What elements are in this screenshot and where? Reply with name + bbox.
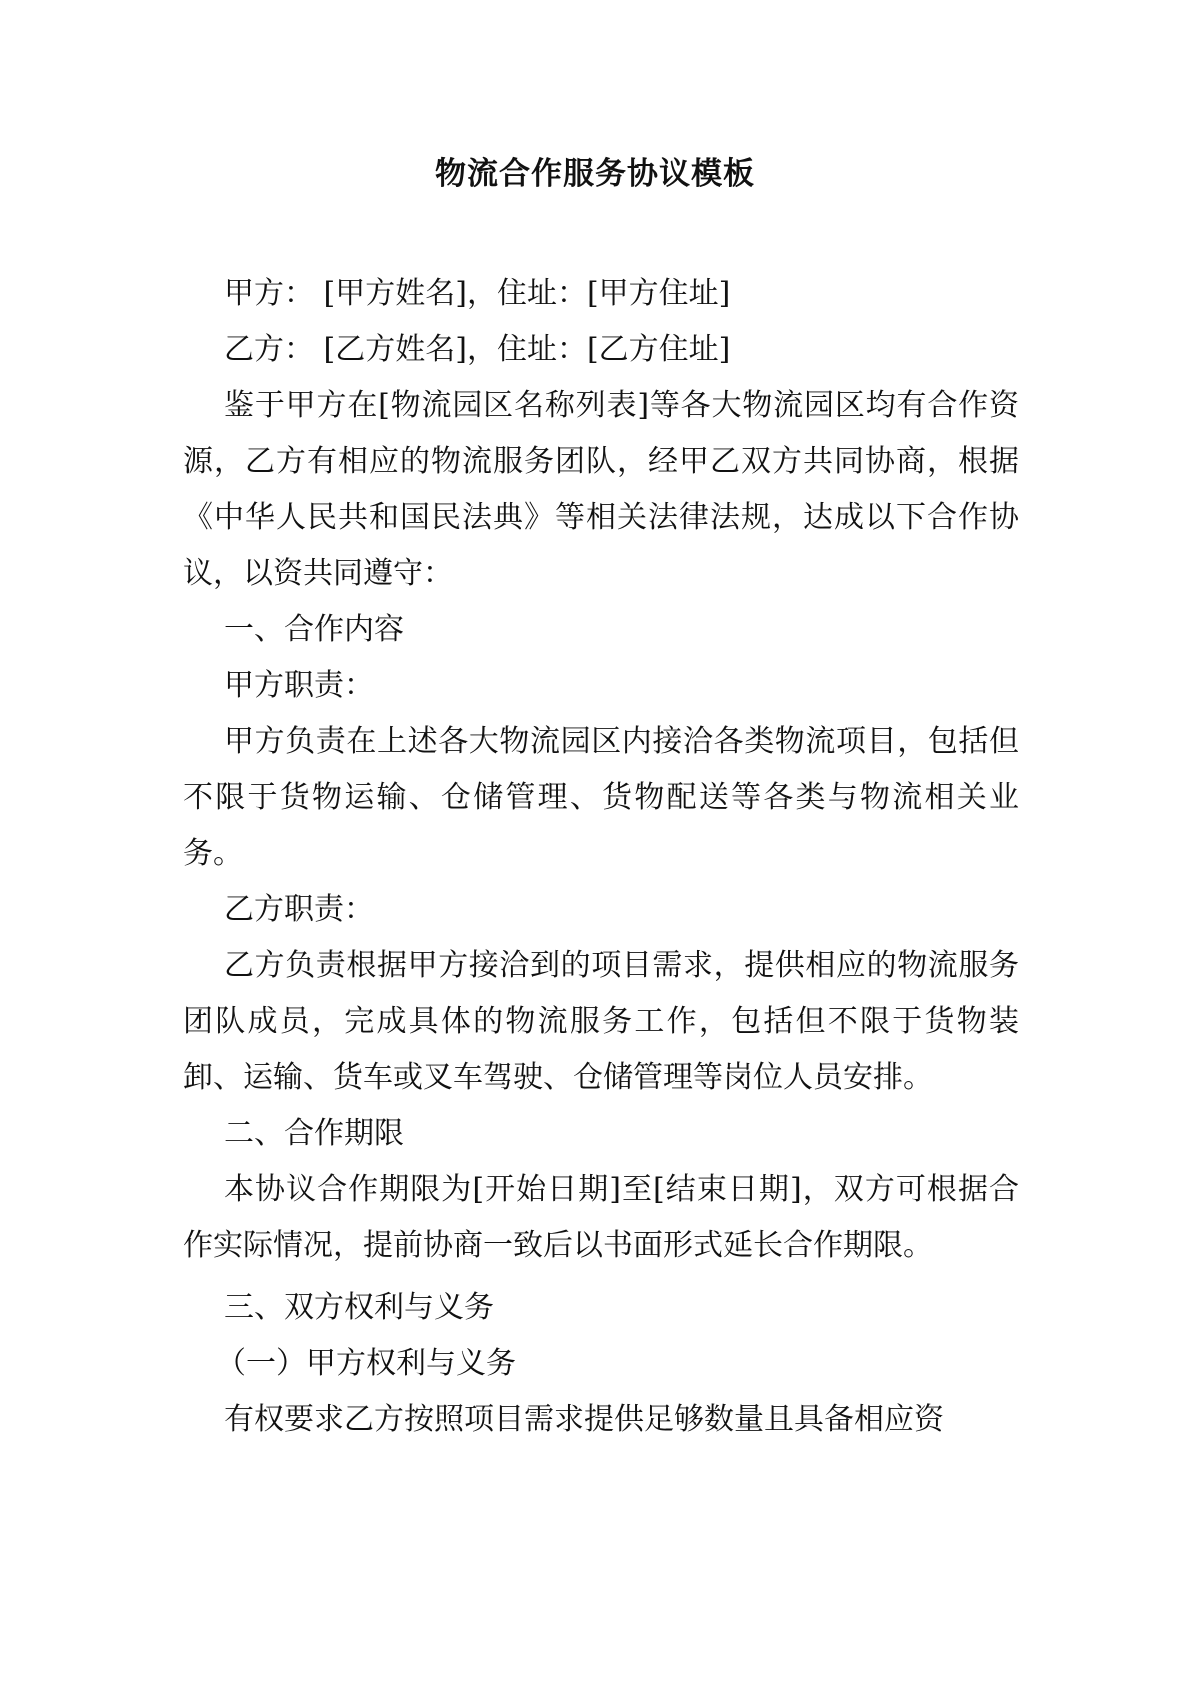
document-title: 物流合作服务协议模板 [435, 156, 755, 192]
section-2-heading: 二、合作期限 [224, 1116, 404, 1151]
party-a-duty-paragraph: 甲方负责在上述各大物流园区内接洽各类物流项目，包括但不限于货物运输、仓储管理、货物配送等各类与物流相关业务。 [183, 724, 1019, 871]
preamble-paragraph: 鉴于甲方在[物流园区名称列表]等各大物流园区均有合作资源，乙方有相应的物流服务团队，经甲乙双方共同协商，根据《中华人民共和国民法典》等相关法律法规，达成以下合作协议，以资共同遵守： [183, 388, 1019, 591]
section-3-heading: 三、双方权利与义务 [224, 1290, 494, 1325]
party-a-duty-label: 甲方职责： [224, 668, 374, 703]
document-body [183, 266, 1019, 1448]
section-1-heading: 一、合作内容 [224, 612, 404, 647]
party-a-line: 甲方： [甲方姓名]，住址：[甲方住址] [224, 276, 731, 311]
term-paragraph: 本协议合作期限为[开始日期]至[结束日期]，双方可根据合作实际情况，提前协商一致后以书面形式延长合作期限。 [183, 1172, 1019, 1263]
party-b-duty-label: 乙方职责： [224, 892, 374, 927]
section-3-subheading-1: （一）甲方权利与义务 [216, 1346, 516, 1381]
party-b-line: 乙方： [乙方姓名]，住址：[乙方住址] [224, 332, 731, 367]
party-b-duty-paragraph: 乙方负责根据甲方接洽到的项目需求，提供相应的物流服务团队成员，完成具体的物流服务工作，包括但不限于货物装卸、运输、货车或叉车驾驶、仓储管理等岗位人员安排。 [183, 948, 1019, 1095]
section-3-sub1-paragraph: 有权要求乙方按照项目需求提供足够数量且具备相应资 [224, 1402, 944, 1437]
